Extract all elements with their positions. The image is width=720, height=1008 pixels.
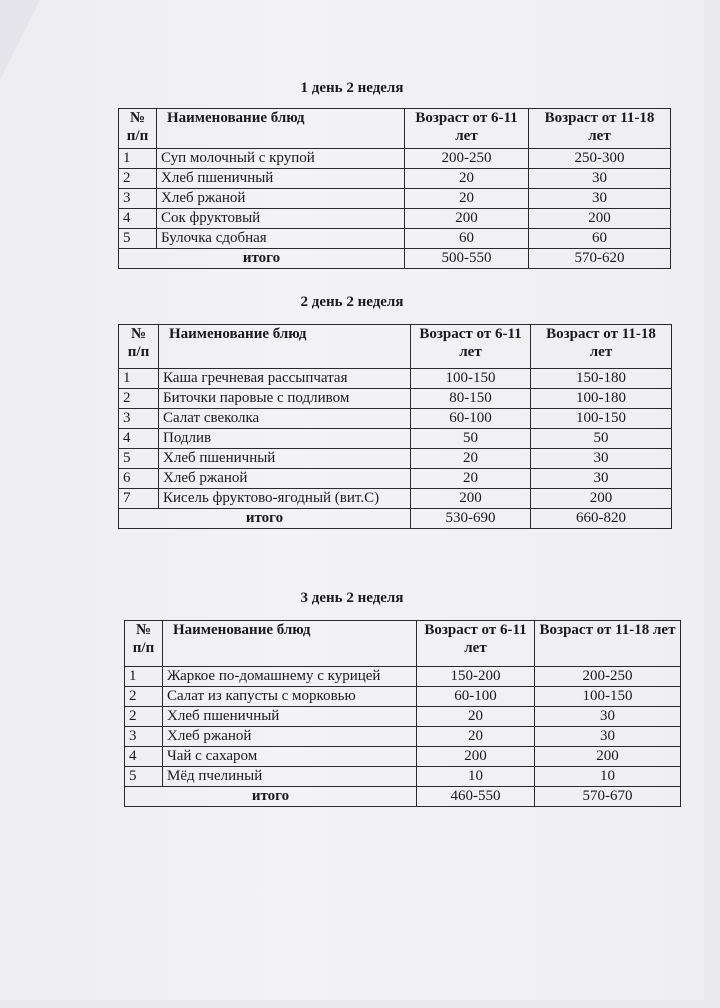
day-1-title: 1 день 2 неделя (300, 80, 404, 96)
dish-name: Кисель фруктово-ягодный (вит.С) (159, 489, 411, 509)
total-row (119, 249, 671, 269)
total-row (119, 509, 672, 529)
table-row (119, 429, 672, 449)
row-number: 4 (119, 209, 157, 229)
portion-age1: 60-100 (411, 409, 531, 429)
portion-age2: 60 (529, 229, 671, 249)
portion-age2: 150-180 (531, 369, 672, 389)
portion-age2: 30 (529, 189, 671, 209)
row-number: 2 (125, 687, 163, 707)
dish-name: Хлеб пшеничный (157, 169, 405, 189)
portion-age1: 20 (405, 169, 529, 189)
row-number: 6 (119, 469, 159, 489)
table-row (125, 747, 681, 767)
col-age2-header: Возраст от 11-18 лет (529, 109, 671, 149)
dish-name: Хлеб пшеничный (163, 707, 417, 727)
portion-age1: 150-200 (417, 667, 535, 687)
dish-name: Хлеб ржаной (157, 189, 405, 209)
table-row (119, 389, 672, 409)
dish-name: Мёд пчелиный (163, 767, 417, 787)
col-age2-header: Возраст от 11-18 лет (535, 621, 681, 667)
table-row (125, 767, 681, 787)
total-age2: 660-820 (531, 509, 672, 529)
portion-age2: 30 (531, 449, 672, 469)
row-number: 2 (119, 169, 157, 189)
dish-name: Жаркое по-домашнему с курицей (163, 667, 417, 687)
dish-name: Суп молочный с крупой (157, 149, 405, 169)
table-row (119, 449, 672, 469)
table-row (125, 687, 681, 707)
portion-age2: 30 (535, 727, 681, 747)
total-row (125, 787, 681, 807)
col-age1-header: Возраст от 6-11 лет (405, 109, 529, 149)
portion-age2: 30 (531, 469, 672, 489)
portion-age1: 60-100 (417, 687, 535, 707)
portion-age2: 30 (535, 707, 681, 727)
table-row (119, 149, 671, 169)
dish-name: Хлеб пшеничный (159, 449, 411, 469)
portion-age2: 10 (535, 767, 681, 787)
col-num-header: № п/п (119, 109, 157, 149)
row-number: 3 (125, 727, 163, 747)
table-row (119, 409, 672, 429)
dish-name: Хлеб ржаной (159, 469, 411, 489)
table-row (119, 469, 672, 489)
total-age1: 530-690 (411, 509, 531, 529)
portion-age2: 200 (531, 489, 672, 509)
portion-age1: 20 (405, 189, 529, 209)
table-header-row (119, 109, 671, 149)
portion-age1: 50 (411, 429, 531, 449)
table-row (119, 489, 672, 509)
total-label: итого (119, 509, 411, 529)
row-number: 5 (119, 229, 157, 249)
day-3-table (124, 620, 681, 807)
portion-age1: 20 (411, 449, 531, 469)
row-number: 1 (119, 149, 157, 169)
col-name-header: Наименование блюд (159, 325, 411, 369)
portion-age1: 10 (417, 767, 535, 787)
portion-age2: 100-150 (531, 409, 672, 429)
portion-age2: 50 (531, 429, 672, 449)
row-number: 4 (125, 747, 163, 767)
row-number: 7 (119, 489, 159, 509)
day-3-title: 3 день 2 неделя (300, 590, 404, 606)
portion-age2: 200 (535, 747, 681, 767)
day-1-table (118, 108, 671, 269)
row-number: 5 (125, 767, 163, 787)
table-header-row (125, 621, 681, 667)
dish-name: Салат свеколка (159, 409, 411, 429)
table-row (125, 667, 681, 687)
row-number: 5 (119, 449, 159, 469)
day-2-title: 2 день 2 неделя (300, 294, 404, 310)
portion-age1: 200 (405, 209, 529, 229)
table-row (119, 229, 671, 249)
dish-name: Сок фруктовый (157, 209, 405, 229)
portion-age1: 80-150 (411, 389, 531, 409)
row-number: 3 (119, 189, 157, 209)
portion-age2: 200-250 (535, 667, 681, 687)
portion-age2: 250-300 (529, 149, 671, 169)
col-num-header: № п/п (125, 621, 163, 667)
table-row (125, 727, 681, 747)
col-age1-header: Возраст от 6-11 лет (417, 621, 535, 667)
total-age2: 570-620 (529, 249, 671, 269)
row-number: 3 (119, 409, 159, 429)
total-label: итого (119, 249, 405, 269)
row-number: 1 (119, 369, 159, 389)
dish-name: Подлив (159, 429, 411, 449)
col-name-header: Наименование блюд (163, 621, 417, 667)
dish-name: Салат из капусты с морковью (163, 687, 417, 707)
day-2-table (118, 324, 672, 529)
table-header-row (119, 325, 672, 369)
row-number: 2 (125, 707, 163, 727)
portion-age1: 20 (417, 727, 535, 747)
portion-age2: 100-180 (531, 389, 672, 409)
table-row (119, 169, 671, 189)
col-name-header: Наименование блюд (157, 109, 405, 149)
dish-name: Чай с сахаром (163, 747, 417, 767)
portion-age1: 20 (411, 469, 531, 489)
portion-age2: 200 (529, 209, 671, 229)
dish-name: Хлеб ржаной (163, 727, 417, 747)
dish-name: Биточки паровые с подливом (159, 389, 411, 409)
table-row (119, 369, 672, 389)
table-row (125, 707, 681, 727)
total-age1: 460-550 (417, 787, 535, 807)
portion-age1: 200 (411, 489, 531, 509)
portion-age1: 200 (417, 747, 535, 767)
row-number: 2 (119, 389, 159, 409)
table-row (119, 189, 671, 209)
portion-age1: 100-150 (411, 369, 531, 389)
portion-age2: 100-150 (535, 687, 681, 707)
row-number: 4 (119, 429, 159, 449)
row-number: 1 (125, 667, 163, 687)
table-row (119, 209, 671, 229)
dish-name: Каша гречневая рассыпчатая (159, 369, 411, 389)
col-age2-header: Возраст от 11-18 лет (531, 325, 672, 369)
col-age1-header: Возраст от 6-11 лет (411, 325, 531, 369)
total-age2: 570-670 (535, 787, 681, 807)
total-label: итого (125, 787, 417, 807)
portion-age2: 30 (529, 169, 671, 189)
portion-age1: 200-250 (405, 149, 529, 169)
col-num-header: № п/п (119, 325, 159, 369)
portion-age1: 20 (417, 707, 535, 727)
total-age1: 500-550 (405, 249, 529, 269)
dish-name: Булочка сдобная (157, 229, 405, 249)
portion-age1: 60 (405, 229, 529, 249)
page-fold-corner (0, 0, 40, 80)
